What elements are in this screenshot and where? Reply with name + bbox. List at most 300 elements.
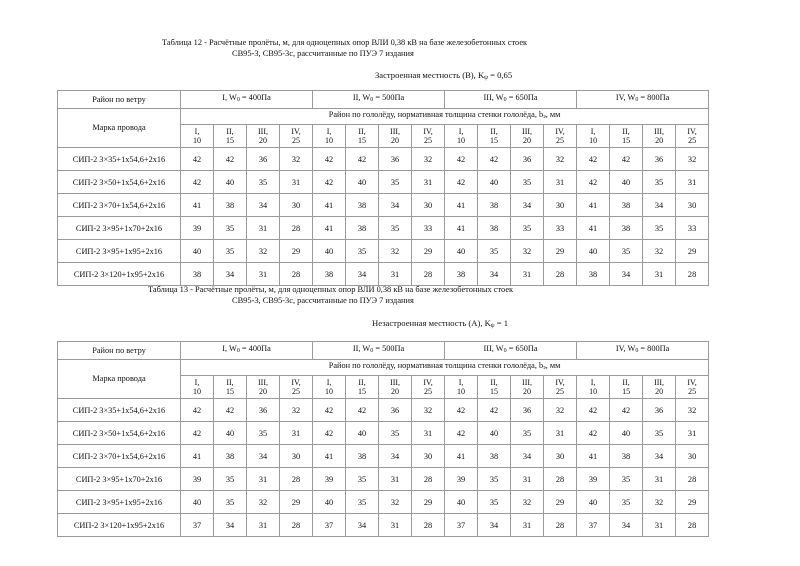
- table-row: [58, 148, 709, 171]
- wind-zone-value: = 650Па: [506, 344, 538, 354]
- wind-zone-header: [181, 91, 313, 109]
- ice-label-sub: э: [543, 365, 546, 372]
- ice-level-roman: III,: [390, 377, 401, 387]
- ice-level-header: [214, 376, 247, 399]
- table-row: [58, 514, 709, 537]
- wind-zone-sub: 0: [503, 97, 507, 104]
- ice-label-unit: , мм: [545, 361, 561, 371]
- span-value-cell: 42: [478, 399, 511, 422]
- span-value-cell: 34: [247, 194, 280, 217]
- span-value-cell: 38: [346, 445, 379, 468]
- ice-level-value: 25: [292, 136, 301, 145]
- wire-type-cell: СИП-2 3×35+1х54,6+2х16: [58, 399, 181, 422]
- span-value-cell: 30: [544, 194, 577, 217]
- span-value-cell: 32: [280, 399, 313, 422]
- span-value-cell: 39: [313, 468, 346, 491]
- ice-level-header: [544, 376, 577, 399]
- span-value-cell: 33: [676, 217, 709, 240]
- wind-zone-value: = 800Па: [638, 344, 670, 354]
- ice-level-header: [214, 125, 247, 148]
- table13-terrain-value: = 1: [494, 318, 509, 328]
- wire-type-cell: СИП-2 3×35+1х54,6+2х16: [58, 148, 181, 171]
- wind-zone-value: = 500Па: [373, 93, 405, 103]
- span-value-cell: 32: [412, 148, 445, 171]
- span-value-cell: 35: [379, 217, 412, 240]
- ice-level-value: 15: [358, 387, 367, 396]
- ice-level-value: 10: [193, 387, 201, 396]
- ice-level-roman: III,: [522, 377, 533, 387]
- table13-caption: [148, 284, 513, 306]
- span-value-cell: 30: [676, 445, 709, 468]
- span-value-cell: 32: [247, 491, 280, 514]
- span-value-cell: 40: [577, 491, 610, 514]
- span-value-cell: 28: [280, 217, 313, 240]
- ice-level-header: [280, 125, 313, 148]
- span-value-cell: 34: [214, 263, 247, 286]
- wire-label: Марка провода: [58, 109, 181, 148]
- span-value-cell: 35: [214, 468, 247, 491]
- span-value-cell: 34: [511, 194, 544, 217]
- ice-level-value: 20: [391, 387, 400, 396]
- wind-zone-roman: I, W: [222, 93, 237, 103]
- ice-level-value: 10: [193, 136, 201, 145]
- ice-level-header: [610, 376, 643, 399]
- ice-level-value: 20: [655, 387, 664, 396]
- span-value-cell: 40: [181, 240, 214, 263]
- ice-level-roman: II,: [622, 126, 630, 136]
- span-value-cell: 34: [511, 445, 544, 468]
- wire-type-cell: СИП-2 3×95+1х95+2х16: [58, 240, 181, 263]
- ice-level-roman: II,: [358, 377, 366, 387]
- span-value-cell: 39: [445, 468, 478, 491]
- span-value-cell: 38: [478, 194, 511, 217]
- span-value-cell: 31: [643, 263, 676, 286]
- ice-level-roman: III,: [258, 126, 268, 136]
- span-value-cell: 41: [577, 217, 610, 240]
- span-value-cell: 38: [346, 217, 379, 240]
- ice-level-roman: III,: [390, 126, 401, 136]
- table-row: [58, 263, 709, 286]
- span-value-cell: 28: [676, 514, 709, 537]
- span-value-cell: 42: [577, 148, 610, 171]
- span-value-cell: 29: [676, 491, 709, 514]
- span-value-cell: 35: [247, 171, 280, 194]
- span-value-cell: 40: [346, 171, 379, 194]
- span-value-cell: 41: [445, 445, 478, 468]
- span-value-cell: 34: [346, 263, 379, 286]
- span-value-cell: 36: [247, 399, 280, 422]
- span-value-cell: 30: [412, 194, 445, 217]
- span-value-cell: 32: [379, 491, 412, 514]
- span-value-cell: 35: [610, 468, 643, 491]
- table-row: [58, 422, 709, 445]
- span-value-cell: 42: [478, 148, 511, 171]
- span-value-cell: 42: [445, 148, 478, 171]
- span-value-cell: 42: [313, 422, 346, 445]
- span-value-cell: 31: [676, 171, 709, 194]
- span-value-cell: 41: [577, 194, 610, 217]
- span-value-cell: 35: [346, 491, 379, 514]
- ice-level-value: 10: [589, 136, 598, 145]
- ice-level-header: [643, 125, 676, 148]
- span-value-cell: 36: [643, 148, 676, 171]
- ice-level-roman: I,: [458, 126, 464, 136]
- ice-level-roman: I,: [590, 126, 596, 136]
- span-value-cell: 41: [181, 445, 214, 468]
- ice-level-value: 25: [556, 136, 565, 145]
- span-value-cell: 36: [379, 399, 412, 422]
- ice-level-roman: I,: [590, 377, 596, 387]
- span-value-cell: 34: [379, 194, 412, 217]
- ice-level-value: 15: [490, 136, 499, 145]
- span-value-cell: 32: [643, 240, 676, 263]
- span-value-cell: 35: [610, 491, 643, 514]
- span-value-cell: 38: [478, 445, 511, 468]
- wind-zone-header: [577, 342, 709, 360]
- span-value-cell: 42: [610, 148, 643, 171]
- span-value-cell: 34: [478, 263, 511, 286]
- ice-label-text: Район по гололёду, нормативная толщина стенки гололёда, b: [328, 361, 544, 371]
- span-value-cell: 39: [181, 217, 214, 240]
- span-value-cell: 31: [544, 422, 577, 445]
- wind-zone-roman: I, W: [222, 344, 237, 354]
- span-value-cell: 34: [610, 263, 643, 286]
- span-value-cell: 31: [247, 468, 280, 491]
- wire-type-cell: СИП-2 3×120+1х95+2х16: [58, 514, 181, 537]
- ice-label: [181, 360, 709, 376]
- span-value-cell: 30: [544, 445, 577, 468]
- ice-level-header: [181, 125, 214, 148]
- span-value-cell: 32: [676, 148, 709, 171]
- span-value-cell: 34: [379, 445, 412, 468]
- span-value-cell: 42: [181, 148, 214, 171]
- span-value-cell: 39: [577, 468, 610, 491]
- ice-level-header: [676, 125, 709, 148]
- wind-zone-value: = 500Па: [373, 344, 405, 354]
- span-value-cell: 42: [346, 399, 379, 422]
- ice-level-value: 20: [259, 387, 267, 396]
- span-value-cell: 28: [544, 468, 577, 491]
- wire-label: Марка провода: [58, 360, 181, 399]
- table-row: [58, 217, 709, 240]
- ice-level-header: [313, 376, 346, 399]
- span-value-cell: 30: [412, 445, 445, 468]
- ice-level-roman: II,: [490, 377, 498, 387]
- span-value-cell: 30: [280, 445, 313, 468]
- wire-type-cell: СИП-2 3×50+1х54,6+2х16: [58, 422, 181, 445]
- header-wind-row: [58, 91, 709, 109]
- header-ice-row: [58, 109, 709, 125]
- span-value-cell: 35: [214, 217, 247, 240]
- span-value-cell: 28: [412, 468, 445, 491]
- wind-label: Район по ветру: [58, 91, 181, 109]
- wind-zone-sub: 0: [236, 348, 240, 355]
- span-value-cell: 29: [280, 240, 313, 263]
- span-value-cell: 35: [214, 491, 247, 514]
- wind-zone-roman: IV, W: [615, 93, 636, 103]
- span-value-cell: 42: [445, 171, 478, 194]
- span-value-cell: 42: [214, 148, 247, 171]
- span-value-cell: 38: [346, 194, 379, 217]
- span-value-cell: 40: [346, 422, 379, 445]
- span-value-cell: 42: [577, 171, 610, 194]
- span-value-cell: 35: [511, 171, 544, 194]
- span-value-cell: 28: [280, 514, 313, 537]
- span-value-cell: 30: [280, 194, 313, 217]
- span-value-cell: 40: [313, 240, 346, 263]
- ice-level-header: [412, 376, 445, 399]
- wind-zone-roman: II, W: [352, 344, 371, 354]
- wind-zone-header: [313, 342, 445, 360]
- span-value-cell: 42: [346, 148, 379, 171]
- span-value-cell: 31: [412, 422, 445, 445]
- ice-level-header: [181, 376, 214, 399]
- table13-terrain-sub: ψ: [490, 323, 495, 329]
- wire-type-cell: СИП-2 3×95+1х95+2х16: [58, 491, 181, 514]
- wind-label: Район по ветру: [58, 342, 181, 360]
- span-value-cell: 28: [544, 514, 577, 537]
- span-value-cell: 32: [676, 399, 709, 422]
- ice-level-value: 15: [358, 136, 367, 145]
- span-value-cell: 42: [577, 422, 610, 445]
- wind-zone-value: = 400Па: [239, 93, 271, 103]
- ice-level-roman: II,: [490, 126, 498, 136]
- table-row: [58, 468, 709, 491]
- span-value-cell: 35: [346, 468, 379, 491]
- span-value-cell: 40: [577, 240, 610, 263]
- span-value-cell: 32: [544, 399, 577, 422]
- table13: [57, 341, 709, 537]
- span-value-cell: 34: [247, 445, 280, 468]
- ice-level-roman: II,: [358, 126, 366, 136]
- span-value-cell: 28: [676, 468, 709, 491]
- span-value-cell: 31: [247, 217, 280, 240]
- ice-level-header: [676, 376, 709, 399]
- span-value-cell: 35: [379, 171, 412, 194]
- span-value-cell: 35: [214, 240, 247, 263]
- table-row: [58, 491, 709, 514]
- span-value-cell: 31: [511, 263, 544, 286]
- span-value-cell: 28: [544, 263, 577, 286]
- ice-level-roman: IV,: [687, 377, 697, 387]
- table-row: [58, 171, 709, 194]
- span-value-cell: 36: [379, 148, 412, 171]
- wire-type-cell: СИП-2 3×120+1х95+2х16: [58, 263, 181, 286]
- span-value-cell: 35: [643, 171, 676, 194]
- span-value-cell: 30: [676, 194, 709, 217]
- span-value-cell: 34: [214, 514, 247, 537]
- ice-level-header: [445, 125, 478, 148]
- wire-type-cell: СИП-2 3×70+1х54,6+2х16: [58, 445, 181, 468]
- wire-type-cell: СИП-2 3×95+1х70+2х16: [58, 217, 181, 240]
- ice-level-roman: I,: [194, 377, 200, 387]
- span-value-cell: 34: [643, 194, 676, 217]
- ice-level-value: 20: [523, 387, 532, 396]
- span-value-cell: 33: [412, 217, 445, 240]
- table12-terrain-sub: ψ: [484, 75, 488, 81]
- table12-terrain-text: Застроенная местность (В), K: [375, 70, 485, 80]
- ice-level-value: 20: [655, 136, 664, 145]
- span-value-cell: 37: [181, 514, 214, 537]
- span-value-cell: 31: [280, 171, 313, 194]
- wind-zone-sub: 0: [635, 97, 639, 104]
- span-value-cell: 32: [412, 399, 445, 422]
- span-value-cell: 41: [577, 445, 610, 468]
- span-value-cell: 42: [313, 148, 346, 171]
- span-value-cell: 31: [544, 171, 577, 194]
- ice-level-value: 25: [292, 387, 301, 396]
- table-row: [58, 194, 709, 217]
- ice-level-roman: I,: [326, 126, 332, 136]
- span-value-cell: 34: [643, 445, 676, 468]
- ice-level-value: 20: [391, 136, 400, 145]
- span-value-cell: 42: [181, 422, 214, 445]
- span-value-cell: 28: [280, 263, 313, 286]
- span-value-cell: 28: [676, 263, 709, 286]
- span-value-cell: 34: [610, 514, 643, 537]
- span-value-cell: 38: [214, 194, 247, 217]
- span-value-cell: 36: [511, 399, 544, 422]
- ice-label-unit: , мм: [545, 110, 561, 120]
- span-value-cell: 38: [214, 445, 247, 468]
- ice-level-roman: II,: [226, 126, 234, 136]
- span-value-cell: 38: [181, 263, 214, 286]
- span-value-cell: 35: [511, 217, 544, 240]
- span-value-cell: 42: [214, 399, 247, 422]
- ice-level-header: [511, 125, 544, 148]
- span-value-cell: 28: [412, 263, 445, 286]
- span-value-cell: 35: [247, 422, 280, 445]
- span-value-cell: 32: [643, 491, 676, 514]
- span-value-cell: 36: [247, 148, 280, 171]
- span-value-cell: 42: [610, 399, 643, 422]
- span-value-cell: 38: [313, 263, 346, 286]
- span-value-cell: 42: [181, 171, 214, 194]
- span-value-cell: 31: [379, 263, 412, 286]
- table13-terrain-text: Незастроенная местность (А), K: [372, 318, 491, 328]
- wire-type-cell: СИП-2 3×95+1х70+2х16: [58, 468, 181, 491]
- span-value-cell: 42: [577, 399, 610, 422]
- span-value-cell: 40: [445, 491, 478, 514]
- ice-level-header: [610, 125, 643, 148]
- span-value-cell: 32: [511, 240, 544, 263]
- span-value-cell: 31: [676, 422, 709, 445]
- ice-level-roman: III,: [258, 377, 268, 387]
- span-value-cell: 31: [247, 263, 280, 286]
- table12-terrain: [375, 70, 512, 81]
- ice-level-header: [247, 125, 280, 148]
- wind-zone-sub: 0: [503, 348, 507, 355]
- table12-caption: [162, 37, 527, 59]
- ice-level-roman: IV,: [687, 126, 697, 136]
- span-value-cell: 40: [478, 171, 511, 194]
- ice-level-value: 15: [226, 387, 234, 396]
- wind-zone-roman: IV, W: [615, 344, 636, 354]
- ice-level-value: 15: [226, 136, 234, 145]
- span-value-cell: 40: [610, 171, 643, 194]
- ice-level-value: 20: [259, 136, 267, 145]
- ice-level-header: [445, 376, 478, 399]
- span-value-cell: 35: [511, 422, 544, 445]
- span-value-cell: 31: [412, 171, 445, 194]
- wind-zone-sub: 0: [370, 348, 374, 355]
- span-value-cell: 38: [610, 217, 643, 240]
- span-value-cell: 32: [379, 240, 412, 263]
- span-value-cell: 40: [610, 422, 643, 445]
- ice-level-roman: IV,: [423, 377, 433, 387]
- wire-type-cell: СИП-2 3×50+1х54,6+2х16: [58, 171, 181, 194]
- ice-level-header: [478, 125, 511, 148]
- span-value-cell: 35: [478, 468, 511, 491]
- span-value-cell: 31: [643, 514, 676, 537]
- ice-level-roman: III,: [654, 377, 665, 387]
- ice-level-header: [544, 125, 577, 148]
- table-row: [58, 445, 709, 468]
- table-row: [58, 399, 709, 422]
- ice-level-value: 10: [589, 387, 598, 396]
- span-value-cell: 41: [445, 217, 478, 240]
- span-value-cell: 35: [610, 240, 643, 263]
- ice-level-header: [247, 376, 280, 399]
- ice-level-value: 10: [325, 387, 334, 396]
- span-value-cell: 38: [610, 194, 643, 217]
- span-value-cell: 28: [412, 514, 445, 537]
- ice-level-value: 25: [424, 387, 433, 396]
- span-value-cell: 29: [412, 240, 445, 263]
- ice-level-header: [478, 376, 511, 399]
- ice-level-value: 10: [325, 136, 334, 145]
- span-value-cell: 41: [313, 217, 346, 240]
- span-value-cell: 34: [346, 514, 379, 537]
- span-value-cell: 35: [478, 240, 511, 263]
- ice-level-roman: I,: [458, 377, 464, 387]
- span-value-cell: 41: [181, 194, 214, 217]
- span-value-cell: 35: [346, 240, 379, 263]
- span-value-cell: 34: [478, 514, 511, 537]
- span-value-cell: 36: [511, 148, 544, 171]
- ice-level-value: 25: [688, 387, 697, 396]
- span-value-cell: 29: [544, 240, 577, 263]
- ice-level-header: [643, 376, 676, 399]
- span-value-cell: 37: [577, 514, 610, 537]
- wire-type-cell: СИП-2 3×70+1х54,6+2х16: [58, 194, 181, 217]
- ice-level-roman: IV,: [555, 126, 565, 136]
- span-value-cell: 33: [544, 217, 577, 240]
- wind-zone-value: = 400Па: [239, 344, 271, 354]
- ice-level-roman: IV,: [291, 377, 301, 387]
- ice-level-header: [577, 376, 610, 399]
- wind-zone-sub: 0: [635, 348, 639, 355]
- span-value-cell: 35: [379, 422, 412, 445]
- span-value-cell: 40: [445, 240, 478, 263]
- ice-level-header: [379, 376, 412, 399]
- table12-terrain-value: = 0,65: [487, 70, 513, 80]
- span-value-cell: 40: [214, 171, 247, 194]
- wind-zone-header: [577, 91, 709, 109]
- ice-level-roman: IV,: [291, 126, 301, 136]
- header-wind-row: [58, 342, 709, 360]
- wind-zone-roman: III, W: [483, 344, 504, 354]
- span-value-cell: 31: [379, 514, 412, 537]
- span-value-cell: 42: [445, 399, 478, 422]
- span-value-cell: 40: [181, 491, 214, 514]
- wind-zone-value: = 650Па: [506, 93, 538, 103]
- ice-level-roman: I,: [194, 126, 200, 136]
- ice-level-value: 25: [424, 136, 433, 145]
- ice-level-value: 10: [457, 136, 466, 145]
- span-value-cell: 38: [610, 445, 643, 468]
- ice-level-value: 15: [622, 387, 631, 396]
